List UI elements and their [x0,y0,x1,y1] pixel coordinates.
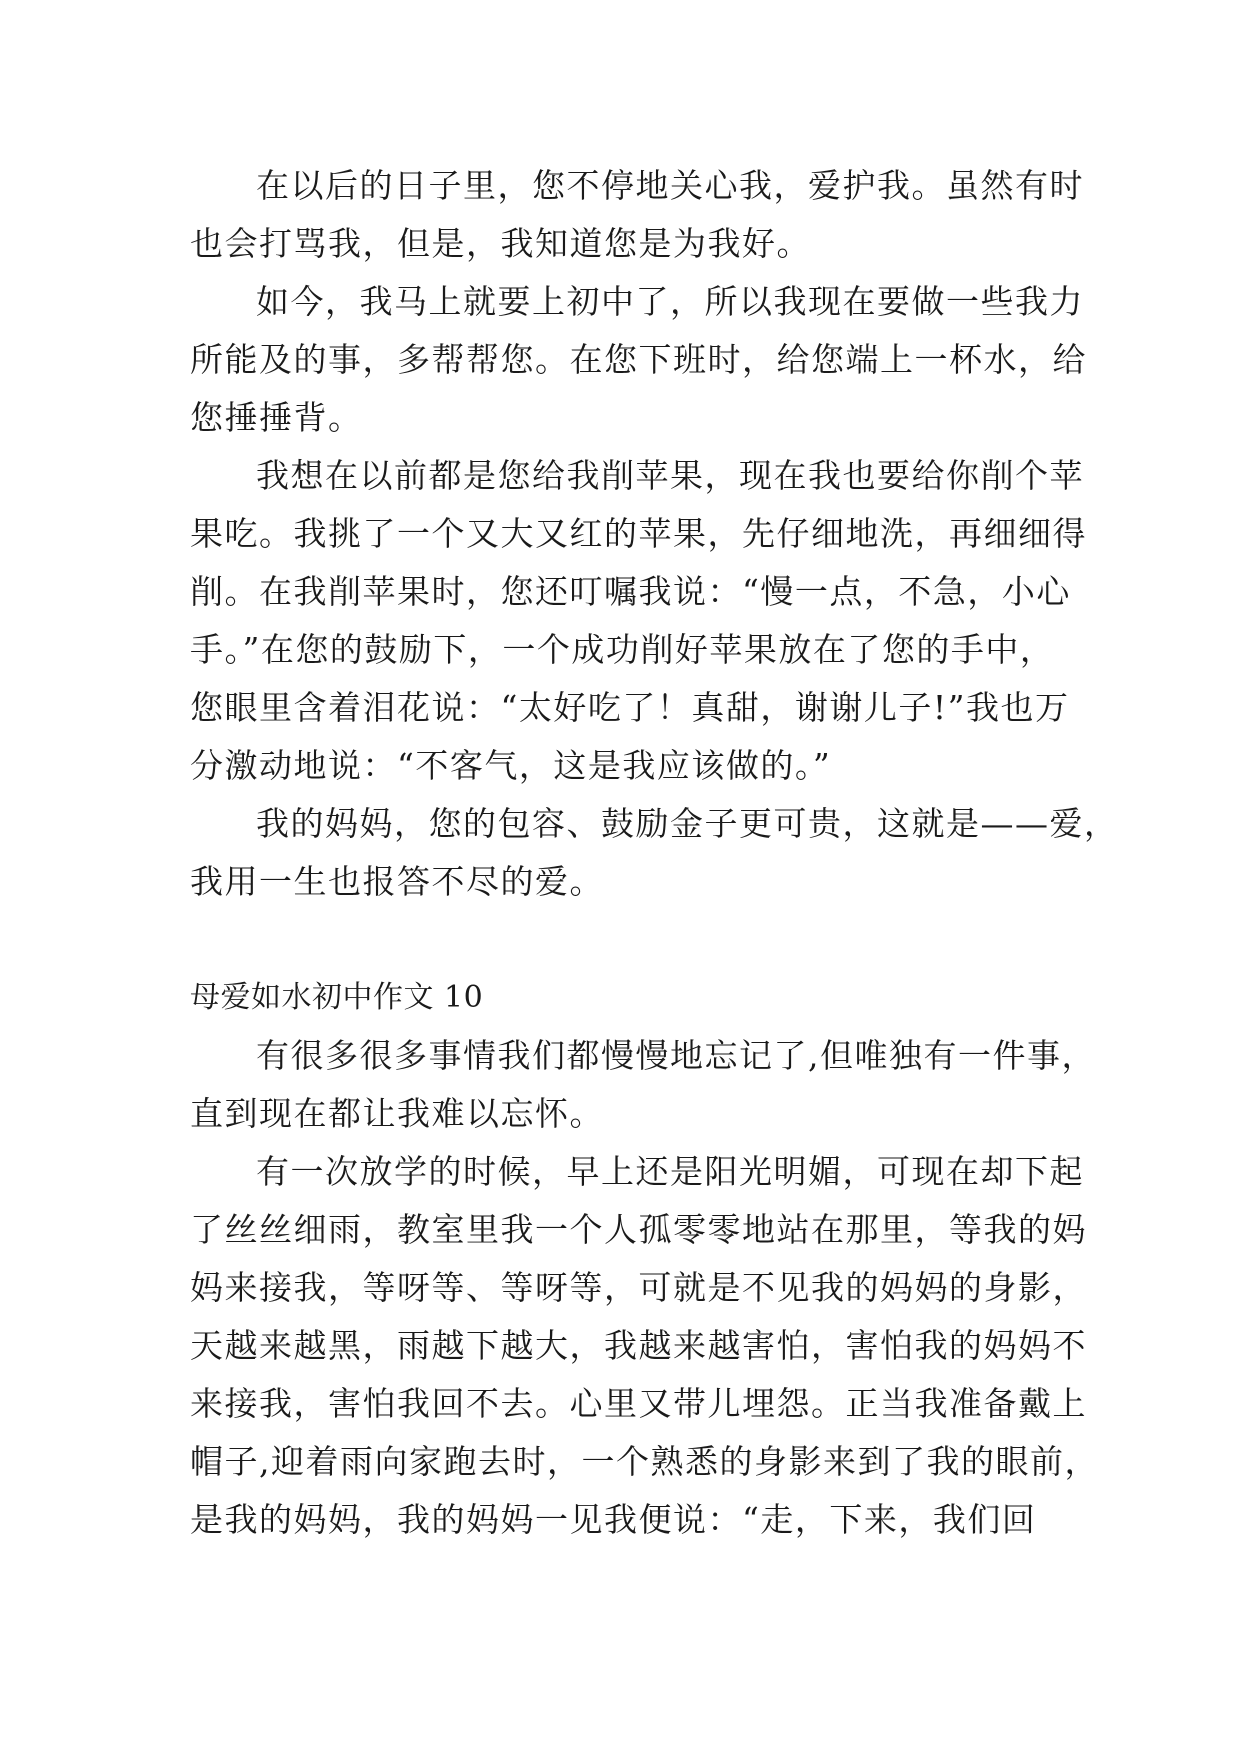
paragraph-6-line-7: 是我的妈妈，我的妈妈一见我便说：“走，下来，我们回 [190,1500,1037,1539]
paragraph-3-line-2: 果吃。我挑了一个又大又红的苹果，先仔细地洗，再细细得 [190,514,1087,553]
paragraph-4-line-1: 我的妈妈，您的包容、鼓励金子更可贵，这就是——爱， [256,804,1119,843]
paragraph-1-line-1: 在以后的日子里，您不停地关心我，爱护我。虽然有时 [256,166,1084,205]
paragraph-6-line-5: 来接我，害怕我回不去。心里又带儿埋怨。正当我准备戴上 [190,1384,1087,1423]
paragraph-3-line-4: 手。”在您的鼓励下，一个成功削好苹果放在了您的手中， [190,630,1055,669]
paragraph-5-line-1: 有很多很多事情我们都慢慢地忘记了,但唯独有一件事， [256,1036,1096,1075]
paragraph-6-line-6: 帽子,迎着雨向家跑去时，一个熟悉的身影来到了我的眼前， [190,1442,1099,1481]
paragraph-2-line-2: 所能及的事，多帮帮您。在您下班时，给您端上一杯水，给 [190,340,1087,379]
paragraph-6-line-2: 了丝丝细雨，教室里我一个人孤零零地站在那里，等我的妈 [190,1210,1087,1249]
paragraph-3-line-6: 分激动地说：“不客气，这是我应该做的。” [190,746,832,785]
paragraph-6-line-1: 有一次放学的时候，早上还是阳光明媚，可现在却下起 [256,1152,1084,1191]
paragraph-1-line-2: 也会打骂我，但是，我知道您是为我好。 [190,224,811,263]
section-title: 母爱如水初中作文 10 [190,980,484,1015]
paragraph-6-line-3: 妈来接我，等呀等、等呀等，可就是不见我的妈妈的身影， [190,1268,1087,1307]
paragraph-3-line-1: 我想在以前都是您给我削苹果，现在我也要给你削个苹 [256,456,1084,495]
paragraph-4-line-2: 我用一生也报答不尽的爱。 [190,862,604,901]
paragraph-2-line-3: 您捶捶背。 [190,398,363,437]
paragraph-3-line-3: 削。在我削苹果时，您还叮嘱我说：“慢一点，不急，小心 [190,572,1071,611]
paragraph-6-line-4: 天越来越黑，雨越下越大，我越来越害怕，害怕我的妈妈不 [190,1326,1087,1365]
paragraph-5-line-2: 直到现在都让我难以忘怀。 [190,1094,604,1133]
paragraph-2-line-1: 如今，我马上就要上初中了，所以我现在要做一些我力 [256,282,1084,321]
paragraph-3-line-5: 您眼里含着泪花说：“太好吃了！真甜，谢谢儿子!”我也万 [190,688,1070,727]
